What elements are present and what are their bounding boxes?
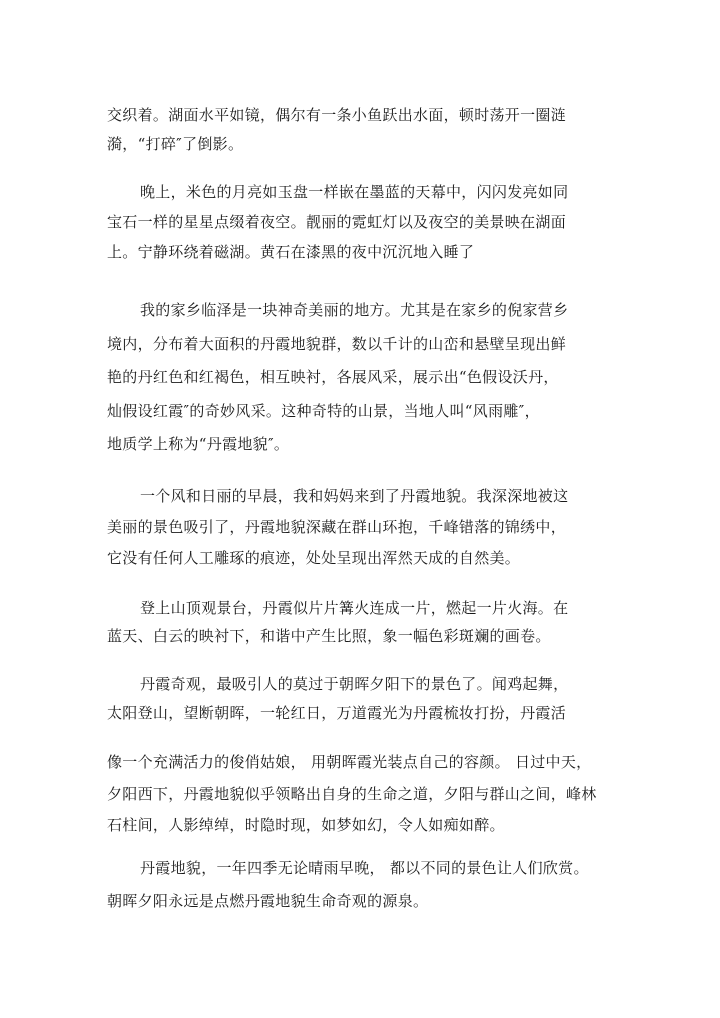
text-line: 朝晖夕阳永远是点燃丹霞地貌生命奇观的源泉。	[107, 892, 429, 910]
text-line: 蓝天、白云的映衬下，和谐中产生比照，象一幅色彩斑斓的画卷。	[107, 627, 551, 645]
text-line: 灿假设红霞″的奇妙风采。这种奇特的山景，当地人叫“风雨雕″，	[107, 402, 540, 420]
text-line: 地质学上称为“丹霞地貌″。	[107, 435, 290, 453]
text-line: 石柱间，人影绰绰，时隐时现，如梦如幻，令人如痴如醉。	[107, 816, 505, 834]
text-line: 艳的丹红色和红褐色，相互映衬，各展风采，展示出“色假设沃丹，	[107, 368, 559, 386]
text-line: 夕阳西下，丹霞地貌似乎领略出自身的生命之道，夕阳与群山之间，峰林	[107, 785, 597, 803]
text-line: 一个风和日丽的早晨，我和妈妈来到了丹霞地貌。我深深地被这	[140, 487, 569, 505]
text-line: 丹霞地貌，一年四季无论晴雨早晚， 都以不同的景色让人们欣赏。	[140, 859, 589, 877]
text-line: 登上山顶观景台，丹霞似片片篝火连成一片，燃起一片火海。在	[140, 599, 569, 617]
text-line: 像一个充满活力的俊俏姑娘， 用朝晖霞光装点自己的容颜。 日过中天，	[107, 753, 592, 771]
text-line: 它没有任何人工雕琢的痕迹，处处呈现出浑然天成的自然美。	[107, 549, 521, 567]
text-line: 宝石一样的星星点缀着夜空。靓丽的霓虹灯以及夜空的美景映在湖面	[107, 213, 567, 231]
text-line: 境内，分布着大面积的丹霞地貌群，数以千计的山峦和悬壁呈现出鲜	[107, 335, 567, 353]
text-line: 晚上，米色的月亮如玉盘一样嵌在墨蓝的天幕中，闪闪发亮如同	[140, 183, 569, 201]
text-line: 美丽的景色吸引了，丹霞地貌深藏在群山环抱，千峰错落的锦绣中，	[107, 518, 567, 536]
text-line: 上。宁静环绕着磁湖。黄石在漆黑的夜中沉沉地入睡了	[107, 243, 475, 261]
text-line: 交织着。湖面水平如镜，偶尔有一条小鱼跃出水面，顿时荡开一圈涟	[107, 106, 567, 124]
text-line: 我的家乡临泽是一块神奇美丽的地方。尤其是在家乡的倪家营乡	[140, 301, 569, 319]
text-line: 丹霞奇观，最吸引人的莫过于朝晖夕阳下的景色了。闻鸡起舞，	[140, 675, 569, 693]
text-line: 漪，“打碎″了倒影。	[107, 135, 244, 153]
text-line: 太阳登山，望断朝晖，一轮红日，万道霞光为丹霞梳妆打扮，丹霞活	[107, 704, 567, 722]
